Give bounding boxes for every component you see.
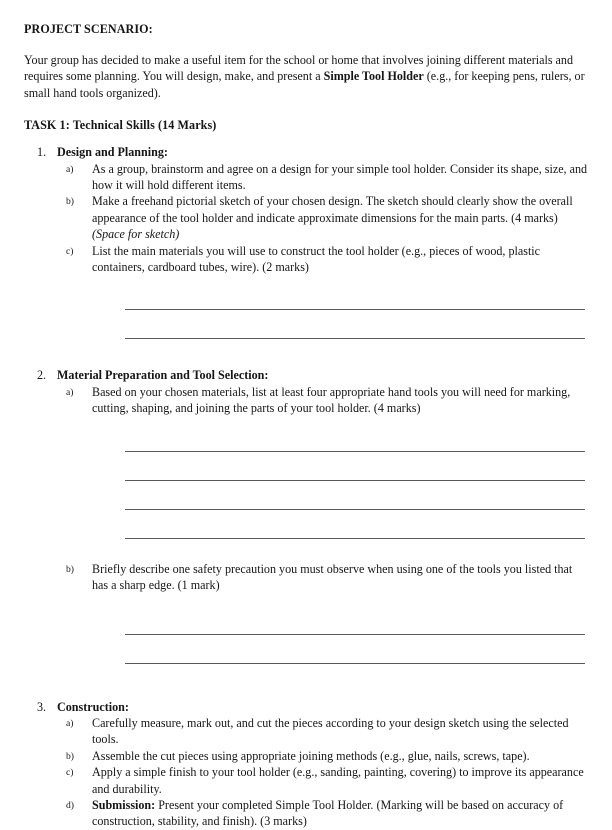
spacer [57, 547, 589, 561]
answer-lines-1c [57, 289, 589, 347]
task-item-construction [24, 699, 589, 830]
subitem-text: List the main materials you will use to construct the tool holder (e.g., pieces of wood, plastic containers, cardboard tubes, wire). (2 marks) [92, 243, 541, 275]
answer-line[interactable] [57, 614, 589, 643]
subitem-marker: a) [66, 717, 74, 729]
task-title: Construction: [57, 699, 129, 714]
subitem-marker: b) [66, 563, 74, 575]
subitem-text: Carefully measure, mark out, and cut the pieces according to your design sketch using the selected tools. [92, 715, 569, 747]
intro-text-part1: Your group has decided to make a useful item for the school or home that involves joining different materials and requires some planning. You will design, make, and present a [24, 53, 574, 84]
subitem-3a [57, 715, 589, 748]
subitem-text: Present your completed Simple Tool Holder. (Marking will be based on accuracy of construction, stability, and finish). (3 marks) [92, 797, 564, 829]
task-list [24, 144, 589, 830]
answer-lines-2a [57, 431, 589, 547]
task-marker: 1. [37, 145, 47, 160]
subitem-marker: c) [66, 767, 74, 779]
subitem-sketch-note: (Space for sketch) [92, 227, 180, 242]
spacer [57, 275, 589, 289]
subitem-1c [57, 243, 589, 276]
subitem-marker: c) [66, 245, 74, 257]
subitem-list [57, 561, 589, 594]
intro-project-name: Simple Tool Holder [323, 69, 424, 84]
spacer [24, 347, 589, 367]
subitem-text: As a group, brainstorm and agree on a design for your simple tool holder. Consider its shape, size, and how it will hold different items. [92, 161, 588, 193]
answer-lines-2b [57, 614, 589, 672]
spacer [24, 672, 589, 699]
subitem-list [57, 384, 589, 417]
answer-line[interactable] [57, 460, 589, 489]
submission-label: Submission: [92, 797, 156, 812]
answer-line[interactable] [57, 318, 589, 347]
subitem-list [57, 715, 589, 830]
subitem-text: Assemble the cut pieces using appropriate joining methods (e.g., glue, nails, screws, tape). [92, 748, 530, 763]
subitem-text: Based on your chosen materials, list at least four appropriate hand tools you will need for marking, cutting, shaping, and joining the parts of your tool holder. (4 marks) [92, 384, 571, 416]
subitem-marker: a) [66, 386, 74, 398]
subitem-marker: b) [66, 750, 74, 762]
subitem-3c [57, 764, 589, 797]
task-title: Material Preparation and Tool Selection: [57, 368, 269, 383]
subitem-2a [57, 384, 589, 417]
subitem-marker: d) [66, 799, 74, 811]
subitem-3d [57, 797, 589, 830]
subitem-1b [57, 193, 589, 242]
task-title: Design and Planning: [57, 145, 168, 160]
task-item-material-preparation [24, 367, 589, 671]
spacer [57, 594, 589, 614]
subitem-1a [57, 161, 589, 194]
subitem-marker: b) [66, 196, 74, 208]
scenario-heading: PROJECT SCENARIO: [24, 22, 153, 36]
answer-line[interactable] [57, 289, 589, 318]
spacer [57, 417, 589, 431]
answer-line[interactable] [57, 643, 589, 672]
subitem-list [57, 161, 589, 276]
task-heading: TASK 1: Technical Skills (14 Marks) [24, 118, 217, 133]
answer-line[interactable] [57, 489, 589, 518]
intro-text-part2: (e.g., for keeping pens, rulers, or small hand tools organized). [24, 69, 585, 100]
answer-line[interactable] [57, 518, 589, 547]
task-marker: 2. [37, 368, 47, 383]
subitem-3b [57, 748, 589, 764]
answer-line[interactable] [57, 431, 589, 460]
subitem-marker: a) [66, 163, 74, 175]
subitem-2b [57, 561, 589, 594]
subitem-text: Briefly describe one safety precaution you must observe when using one of the tools you listed that has a sharp edge. (1 mark) [92, 561, 573, 593]
subitem-text: Make a freehand pictorial sketch of your chosen design. The sketch should clearly show the overall appearance of the tool holder and indicate approximate dimensions for the main parts. (4 marks) [92, 194, 573, 225]
intro-paragraph [24, 52, 590, 101]
task-item-design-and-planning [24, 144, 589, 347]
task-marker: 3. [37, 699, 47, 714]
subitem-text: Apply a simple finish to your tool holder (e.g., sanding, painting, covering) to improve its appearance and durability. [92, 765, 584, 796]
